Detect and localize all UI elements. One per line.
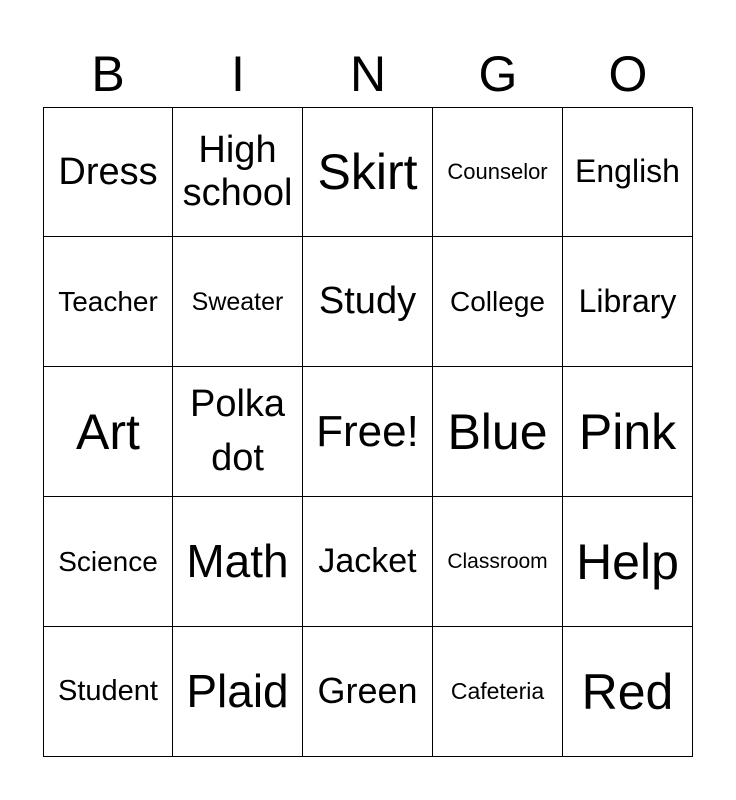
bingo-cell[interactable]: Blue: [433, 367, 563, 497]
header-letter-n: N: [349, 46, 387, 102]
bingo-cell[interactable]: Green: [303, 627, 433, 757]
bingo-cell[interactable]: Teacher: [43, 237, 173, 367]
bingo-cell[interactable]: Classroom: [433, 497, 563, 627]
header-letter-o: O: [608, 46, 648, 102]
header-letter-b: B: [91, 46, 125, 102]
bingo-cell[interactable]: Jacket: [303, 497, 433, 627]
bingo-cell[interactable]: Study: [303, 237, 433, 367]
bingo-board: [43, 107, 693, 757]
bingo-cell[interactable]: Plaid: [173, 627, 303, 757]
bingo-cell[interactable]: College: [433, 237, 563, 367]
bingo-cell[interactable]: High school: [173, 107, 303, 237]
bingo-cell[interactable]: English: [563, 107, 693, 237]
bingo-cell[interactable]: Free!: [303, 367, 433, 497]
header-letter-i: I: [231, 46, 245, 102]
bingo-cell[interactable]: Science: [43, 497, 173, 627]
bingo-cell[interactable]: Student: [43, 627, 173, 757]
bingo-cell[interactable]: Counselor: [433, 107, 563, 237]
bingo-cell[interactable]: Skirt: [303, 107, 433, 237]
bingo-cell[interactable]: Polka dot: [173, 367, 303, 497]
bingo-cell[interactable]: Sweater: [173, 237, 303, 367]
header-letter-g: G: [478, 46, 518, 102]
bingo-cell[interactable]: Cafeteria: [433, 627, 563, 757]
bingo-cell[interactable]: Art: [43, 367, 173, 497]
bingo-cell[interactable]: Math: [173, 497, 303, 627]
bingo-cell[interactable]: Dress: [43, 107, 173, 237]
bingo-cell[interactable]: Red: [563, 627, 693, 757]
bingo-header: [43, 40, 693, 108]
bingo-cell[interactable]: Pink: [563, 367, 693, 497]
bingo-cell[interactable]: Library: [563, 237, 693, 367]
bingo-cell[interactable]: Help: [563, 497, 693, 627]
